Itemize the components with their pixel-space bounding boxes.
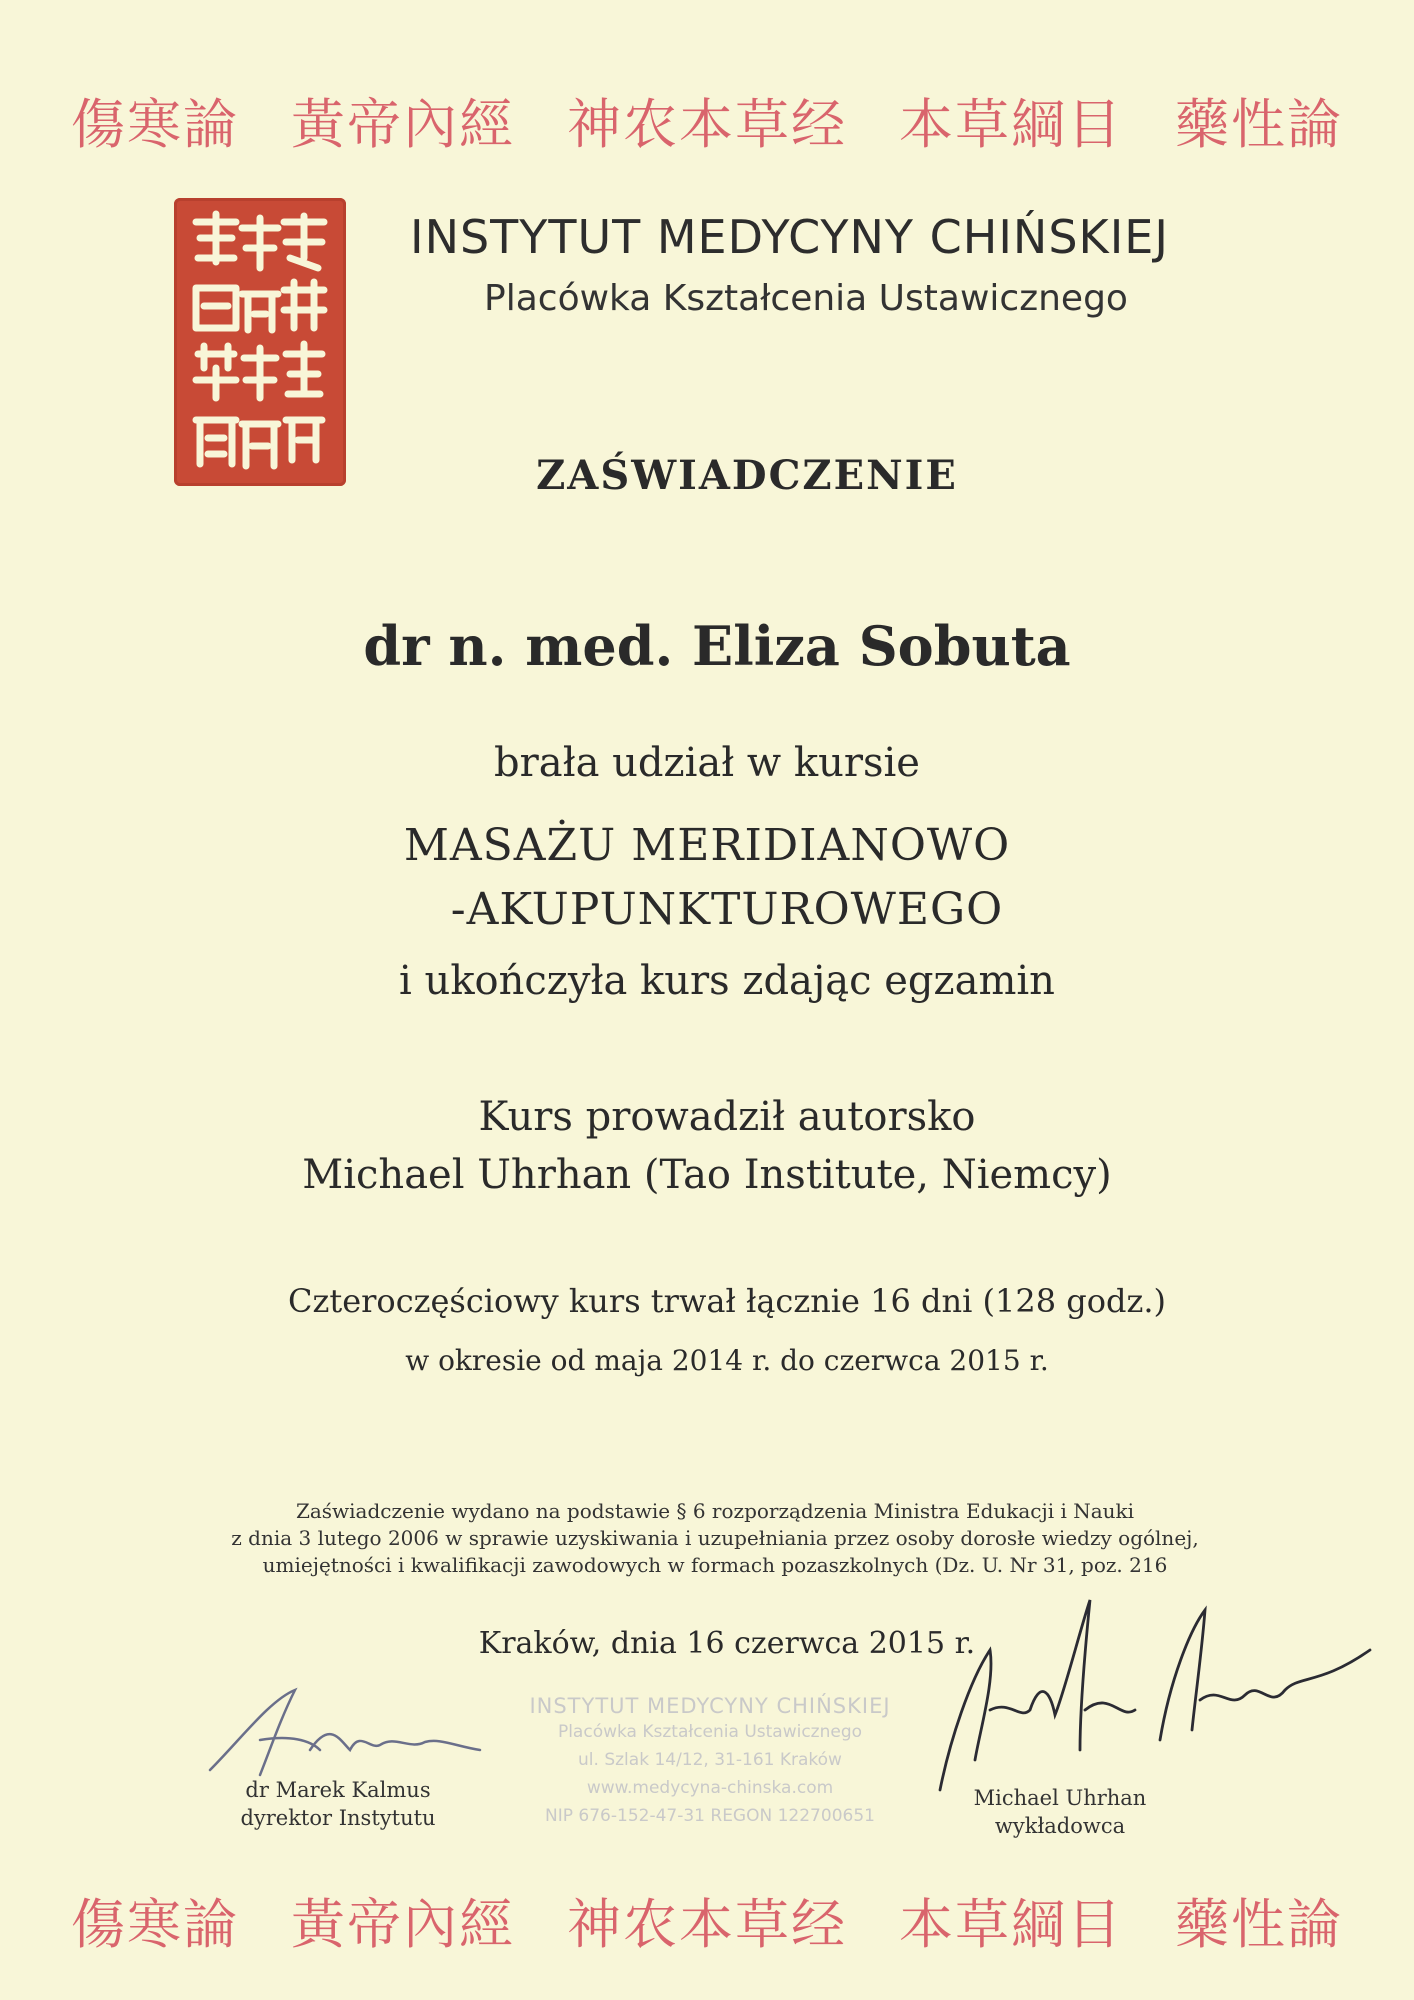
course-name-line-2: -AKUPUNKTUROWEGO	[450, 884, 1004, 935]
legal-line-2: z dnia 3 lutego 2006 w sprawie uzyskiwania i uzupełniania przez osoby dorosłe wiedzy ogólnej,	[231, 1526, 1199, 1550]
footer-title-4: 本草綱目	[899, 1893, 1123, 1956]
footer-title-3: 神农本草经	[567, 1893, 847, 1956]
header-chinese-titles	[0, 82, 1414, 159]
institute-name: INSTYTUT MEDYCYNY CHIŃSKIEJ	[410, 210, 1169, 264]
footer-title-5: 藥性論	[1175, 1893, 1343, 1956]
signature-left-icon	[200, 1680, 490, 1790]
footer-chinese-titles	[0, 1882, 1414, 1959]
legal-line-3: umiejętności i kwalifikacji zawodowych w formach pozaszkolnych (Dz. U. Nr 31, poz. 216	[262, 1553, 1168, 1577]
course-name-line-1: MASAŻU MERIDIANOWO	[403, 820, 1011, 871]
legal-line-1: Zaświadczenie wydano na podstawie § 6 rozporządzenia Ministra Edukacji i Nauki	[295, 1499, 1135, 1523]
stamp-line-1: Placówka Kształcenia Ustawicznego	[557, 1722, 863, 1742]
signatory-right-name: Michael Uhrhan	[973, 1786, 1147, 1810]
place-and-date: Kraków, dnia 16 czerwca 2015 r.	[478, 1626, 976, 1661]
signatory-left-name: dr Marek Kalmus	[245, 1778, 431, 1802]
footer-title-2: 黃帝內經	[291, 1893, 515, 1956]
stamp-name: INSTYTUT MEDYCYNY CHIŃSKIEJ	[529, 1694, 891, 1718]
header-title-2: 黃帝內經	[291, 93, 515, 156]
signatory-right-role: wykładowca	[994, 1814, 1126, 1838]
stamp-line-3: www.medycyna-chinska.com	[586, 1778, 834, 1798]
header-title-4: 本草綱目	[899, 93, 1123, 156]
stamp-line-2: ul. Szlak 14/12, 31-161 Kraków	[578, 1750, 842, 1770]
institute-subtitle: Placówka Kształcenia Ustawicznego	[484, 278, 1128, 319]
seal-glyphs	[174, 198, 346, 486]
header-title-5: 藥性論	[1175, 93, 1343, 156]
footer-title-1: 傷寒論	[71, 1893, 239, 1956]
led-by-text: Kurs prowadził autorsko	[478, 1094, 976, 1140]
signature-right-icon	[920, 1590, 1380, 1800]
period-text: w okresie od maja 2014 r. do czerwca 2015 r.	[405, 1344, 1049, 1377]
header-title-3: 神农本草经	[567, 93, 847, 156]
stamp-line-4: NIP 676-152-47-31 REGON 122700651	[545, 1806, 875, 1826]
certificate-title: ZAŚWIADCZENIE	[536, 452, 958, 499]
duration-text: Czteroczęściowy kurs trwał łącznie 16 dni (128 godz.)	[287, 1282, 1167, 1320]
chinese-seal-icon	[174, 198, 346, 486]
legal-basis	[200, 1498, 1230, 1579]
signatory-left-role: dyrektor Instytutu	[240, 1806, 436, 1830]
header-title-1: 傷寒論	[71, 93, 239, 156]
institute-stamp	[500, 1694, 920, 1830]
signatory-left	[218, 1776, 458, 1832]
recipient-name: dr n. med. Eliza Sobuta	[363, 614, 1071, 678]
signatory-right	[950, 1784, 1170, 1840]
instructor-text: Michael Uhrhan (Tao Institute, Niemcy)	[302, 1152, 1112, 1198]
participation-text: brała udział w kursie	[494, 740, 920, 786]
completion-text: i ukończyła kurs zdając egzamin	[399, 958, 1055, 1004]
